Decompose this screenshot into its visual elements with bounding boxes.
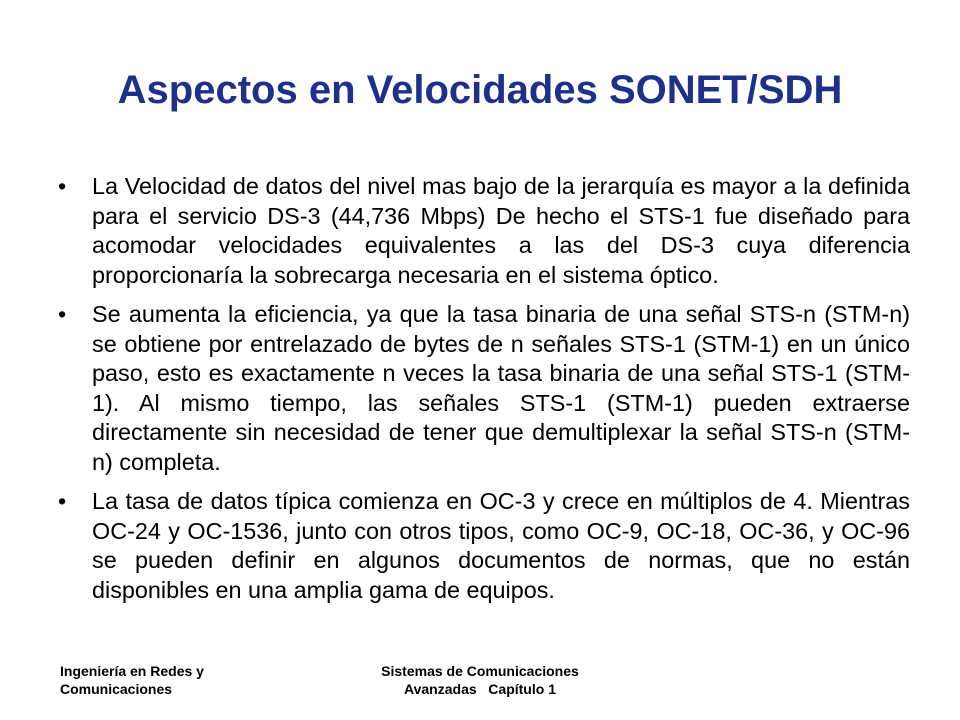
bullet-text: La tasa de datos típica comienza en OC-3 y crece en múltiplos de 4. Mientras OC-24 y OC-1536, junto con otros tipos, como OC-9, OC-18, OC-36, y OC-96 se pueden definir en algunos documentos de normas, que no están disponibles en una amplia gama de equipos. — [92, 488, 910, 603]
bullet-text: Se aumenta la eficiencia, ya que la tasa binaria de una señal STS-n (STM-n) se obtiene por entrelazado de bytes de n señales STS-1 (STM-1) en un único paso, esto es exactamente n veces la tasa binaria de una señal STS-1 (STM-1). Al mismo tiempo, las señales STS-1 (STM-1) pueden extraerse directamente sin necesidad de tener que demultiplexar la señal STS-n (STM-n) completa. — [92, 301, 910, 475]
bullet-text: La Velocidad de datos del nivel mas bajo de la jerarquía es mayor a la definida para el servicio DS-3 (44,736 Mbps) De hecho el STS-1 fue diseñado para acomodar velocidades equivalentes a las del DS-3 cuya diferencia proporcionaría la sobrecarga necesaria en el sistema óptico. — [92, 173, 910, 288]
slide-title: Aspectos en Velocidades SONET/SDH — [117, 68, 843, 112]
bullet-item — [58, 487, 910, 605]
footer-course — [60, 662, 204, 698]
bullet-dot-icon: • — [58, 488, 67, 514]
footer-course-line2: Comunicaciones — [60, 681, 173, 697]
footer-subject-line1: Sistemas de Comunicaciones — [381, 663, 579, 679]
bullet-dot-icon: • — [58, 301, 67, 327]
bullet-dot-icon: • — [58, 173, 67, 199]
footer-subject-line2: Avanzadas Capítulo 1 — [404, 681, 556, 697]
footer-subject — [352, 662, 608, 698]
footer-course-line1: Ingeniería en Redes y — [60, 663, 204, 679]
bullet-list — [58, 172, 910, 615]
bullet-item — [58, 172, 910, 290]
bullet-item — [58, 300, 910, 477]
